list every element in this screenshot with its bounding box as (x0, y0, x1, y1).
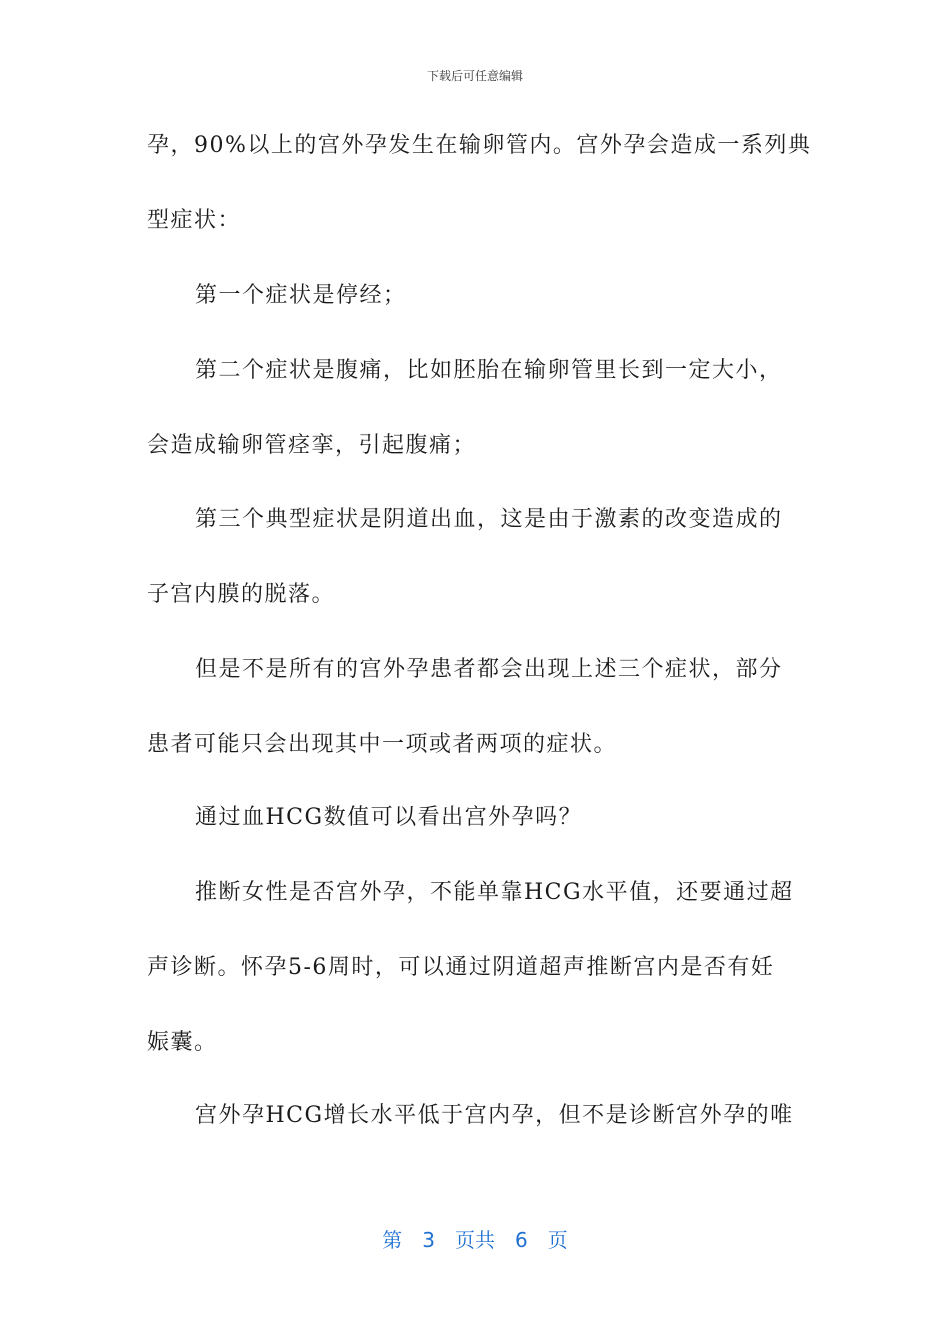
body-line-13: 娠囊。 (147, 1030, 218, 1055)
body-line-14: 宫外孕HCG增长水平低于宫内孕，但不是诊断宫外孕的唯 (195, 1103, 794, 1128)
body-line-1: 孕，90%以上的宫外孕发生在输卵管内。宫外孕会造成一系列典 (147, 133, 812, 158)
footer-prefix: 第 (382, 1228, 403, 1252)
header-note: 下载后可任意编辑 (426, 69, 523, 83)
footer-suffix: 页 (547, 1228, 568, 1252)
body-line-12: 声诊断。怀孕5-6周时，可以通过阴道超声推断宫内是否有妊 (147, 955, 775, 980)
footer-total-pages: 6 (515, 1228, 528, 1252)
body-line-7: 子宫内膜的脱落。 (147, 582, 336, 607)
body-line-6: 第三个典型症状是阴道出血，这是由于激素的改变造成的 (195, 507, 783, 532)
body-line-8: 但是不是所有的宫外孕患者都会出现上述三个症状，部分 (195, 657, 783, 682)
body-line-5: 会造成输卵管痉挛，引起腹痛； (147, 433, 477, 458)
footer-middle: 页共 (455, 1228, 495, 1252)
body-line-2: 型症状： (147, 208, 242, 233)
body-line-11: 推断女性是否宫外孕，不能单靠HCG水平值，还要通过超 (195, 880, 794, 905)
footer-current-page: 3 (422, 1228, 435, 1252)
body-line-9: 患者可能只会出现其中一项或者两项的症状。 (147, 732, 618, 757)
body-line-3: 第一个症状是停经； (195, 283, 407, 308)
body-line-4: 第二个症状是腹痛，比如胚胎在输卵管里长到一定大小， (195, 358, 783, 383)
body-line-10: 通过血HCG数值可以看出宫外孕吗？ (195, 805, 583, 830)
page-footer (0, 1224, 950, 1253)
